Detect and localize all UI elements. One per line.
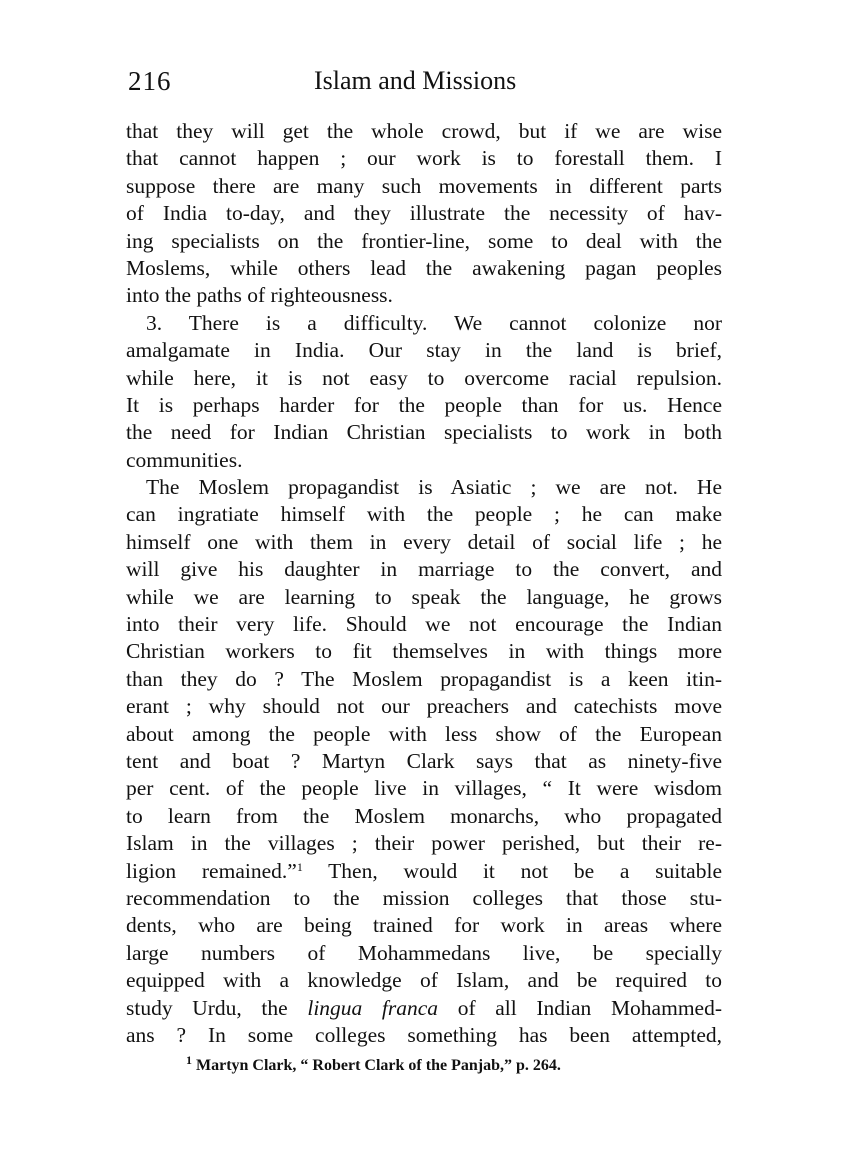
- page-header: [128, 66, 728, 106]
- text-line-with-italic: [126, 995, 722, 1022]
- footnote-marker: 1: [186, 1053, 192, 1067]
- text-line: per cent. of the people live in villages, “ It were wisdom: [126, 776, 722, 801]
- running-title: Islam and Missions: [314, 66, 517, 95]
- text-line: into the paths of righteousness.: [126, 283, 393, 308]
- text-line: that they will get the whole crowd, but if we are wise: [126, 119, 722, 143]
- text-line: equipped with a knowledge of Islam, and be required to: [126, 968, 722, 993]
- text-line: while here, it is not easy to overcome racial repulsion.: [126, 365, 722, 390]
- text-line: that cannot happen ; our work is to forestall them. I: [126, 146, 722, 171]
- text-line: than they do ? The Moslem propagandist is a keen itin-: [126, 666, 722, 691]
- text-line: into their very life. Should we not encourage the Indian: [126, 612, 722, 637]
- text-line: amalgamate in India. Our stay in the land is brief,: [126, 338, 722, 363]
- text-line: will give his daughter in marriage to the convert, and: [126, 557, 722, 582]
- text-line: erant ; why should not our preachers and catechists move: [126, 694, 722, 719]
- text-line: tent and boat ? Martyn Clark says that as ninety-five: [126, 748, 722, 773]
- line-fragment: study Urdu, the: [126, 995, 288, 1020]
- italic-phrase: lingua franca: [307, 995, 439, 1020]
- line-fragment: ligion remained.”: [126, 858, 297, 883]
- text-line: ing specialists on the frontier-line, some to deal with the: [126, 228, 722, 253]
- text-line: himself one with them in every detail of social life ; he: [126, 529, 722, 554]
- body-text: [126, 118, 722, 1049]
- text-line: to learn from the Moslem monarchs, who propagated: [126, 803, 722, 828]
- text-line: communities.: [126, 447, 243, 472]
- text-line: of India to-day, and they illustrate the necessity of hav-: [126, 201, 722, 226]
- text-line: the need for Indian Christian specialists to work in both: [126, 420, 722, 445]
- footnote-reference: 1: [296, 859, 303, 874]
- footnote-text: Martyn Clark, “ Robert Clark of the Panjab,” p. 264.: [196, 1057, 561, 1074]
- text-line: The Moslem propagandist is Asiatic ; we are not. He: [146, 475, 722, 500]
- text-line: recommendation to the mission colleges that those stu-: [126, 885, 722, 910]
- page-number: 216: [128, 66, 172, 96]
- text-line: Islam in the villages ; their power perished, but their re-: [126, 831, 722, 856]
- text-line: can ingratiate himself with the people ; he can make: [126, 502, 722, 527]
- text-line: large numbers of Mohammedans live, be specially: [126, 940, 722, 965]
- text-line: Moslems, while others lead the awakening pagan peoples: [126, 255, 722, 280]
- text-line: ans ? In some colleges something has been attempted,: [126, 1022, 722, 1047]
- footnote: [186, 1053, 561, 1075]
- text-line: suppose there are many such movements in different parts: [126, 173, 722, 198]
- text-line: about among the people with less show of the European: [126, 721, 722, 746]
- text-line: Christian workers to fit themselves in with things more: [126, 639, 722, 664]
- text-line: dents, who are being trained for work in areas where: [126, 913, 722, 938]
- line-fragment: Then, would it not be a suitable: [328, 858, 722, 883]
- line-fragment: of all Indian Mohammed-: [457, 995, 722, 1020]
- text-line-with-footnote: [126, 858, 722, 885]
- text-line: while we are learning to speak the language, he grows: [126, 584, 722, 609]
- text-line: It is perhaps harder for the people than for us. Hence: [126, 392, 722, 417]
- text-line: 3. There is a difficulty. We cannot colonize nor: [146, 310, 722, 335]
